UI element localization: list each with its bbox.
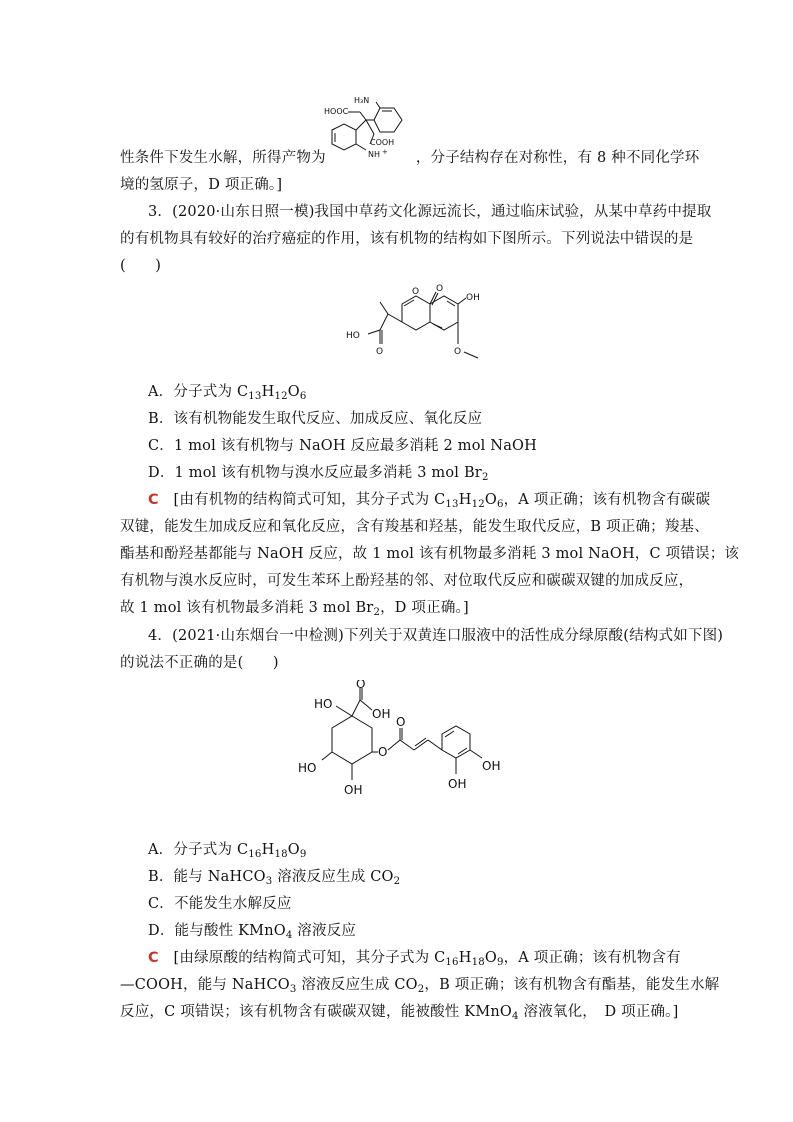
q4-oh-ring-1: OH	[482, 759, 501, 773]
q3-option-c: C．1 mol 该有机物与 NaOH 反应最多消耗 2 mol NaOH	[148, 438, 537, 454]
nh-label: NH	[368, 150, 380, 159]
q4-o-ester-carbonyl: O	[396, 715, 406, 729]
q4-explanation-line-3: 反应，C 项错误；该有机物含有碳碳双键，能被酸性 KMnO$_4$ 溶液氧化， D 项正确。]	[120, 1004, 679, 1022]
h3n-label: H₃N	[354, 96, 370, 105]
q4-option-b: B．能与 NaHCO$_3$ 溶液反应生成 $CO_2$	[148, 869, 401, 887]
q4-ho-top: HO	[314, 697, 333, 711]
q4-structure-image	[296, 680, 516, 828]
q3-o-methoxy: O	[454, 347, 462, 357]
q4-o-ester: O	[378, 745, 388, 759]
q4-stem-line-2: 的说法不正确的是( )	[120, 655, 279, 671]
q4-ho-left: HO	[298, 761, 317, 775]
q4-o-top: O	[356, 680, 366, 691]
q4-option-a: A．分子式为 $C_{16}H_{18}O_9$	[148, 842, 307, 860]
q3-explanation-line-2: 双键，能发生加成反应和氧化反应，含有羧基和羟基，能发生取代反应，B 项正确；羧基、	[120, 519, 709, 535]
q3-explanation-line-4: 有机物与溴水反应时，可发生苯环上酚羟基的邻、对位取代反应和碳碳双键的加成反应，	[120, 573, 694, 589]
top-line-1: 性条件下发生水解，所得产物为 ，分子结构存在对称性，有 8 种不同化学环	[120, 150, 700, 166]
q3-o-carbonyl: O	[436, 284, 444, 294]
q3-o-acid: O	[376, 347, 384, 357]
hooc-label: HOOC	[324, 107, 349, 116]
top-line-2: 境的氢原子，D 项正确。]	[120, 177, 283, 193]
q3-answer: C	[148, 492, 159, 508]
q3-explanation-line-1: C [由有机物的结构简式可知，其分子式为 $C_{13}H_{12}O_6$，A 项正确；该有机物含有碳碳	[148, 492, 711, 510]
q3-option-d: D．1 mol 该有机物与溴水反应最多消耗 3 mol $Br_2$	[148, 465, 489, 483]
q3-stem-line-2: 的有机物具有较好的治疗癌症的作用，该有机物的结构如下图所示。下列说法中错误的是	[120, 231, 694, 247]
plus-label: +	[382, 148, 388, 156]
q4-oh-acid: OH	[372, 707, 391, 721]
q3-stem-line-3: ( )	[120, 258, 162, 274]
q4-oh-bottom: OH	[344, 783, 363, 797]
q3-ho: HO	[346, 331, 360, 341]
q4-stem-line-1: 4．(2021·山东烟台一中检测)下列关于双黄连口服液中的活性成分绿原酸(结构式如下图)	[148, 628, 724, 644]
q4-oh-ring-2: OH	[448, 777, 467, 791]
q4-explanation-line-2: —COOH，能与 NaHCO$_3$ 溶液反应生成 $CO_2$，B 项正确；该有机物含有酯基，能发生水解	[120, 977, 720, 995]
q3-oh: OH	[466, 293, 480, 303]
cooh-label: COOH	[370, 138, 395, 147]
q3-option-a: A．分子式为 $C_{13}H_{12}O_6$	[148, 384, 307, 402]
q4-answer: C	[148, 950, 159, 966]
q4-option-c: C．不能发生水解反应	[148, 896, 292, 912]
q3-structure-image	[342, 282, 492, 374]
q3-explanation-line-3: 酯基和酚羟基都能与 NaOH 反应，故 1 mol 该有机物最多消耗 3 mol NaOH，C 项错误；该	[120, 546, 740, 562]
q4-option-d: D．能与酸性 KMnO$_4$ 溶液反应	[148, 923, 357, 941]
q3-explanation-line-5: 故 1 mol 该有机物最多消耗 3 mol $Br_2$，D 项正确。]	[120, 600, 469, 618]
q3-o-ring: O	[412, 287, 420, 297]
q3-option-b: B．该有机物能发生取代反应、加成反应、氧化反应	[148, 411, 483, 427]
q3-stem-line-1: 3．(2020·山东日照一模)我国中草药文化源远流长，通过临床试验，从某中草药中提取	[148, 204, 712, 220]
q4-explanation-line-1: C [由绿原酸的结构简式可知，其分子式为 $C_{16}H_{18}O_9$，A 项正确；该有机物含有	[148, 950, 681, 968]
